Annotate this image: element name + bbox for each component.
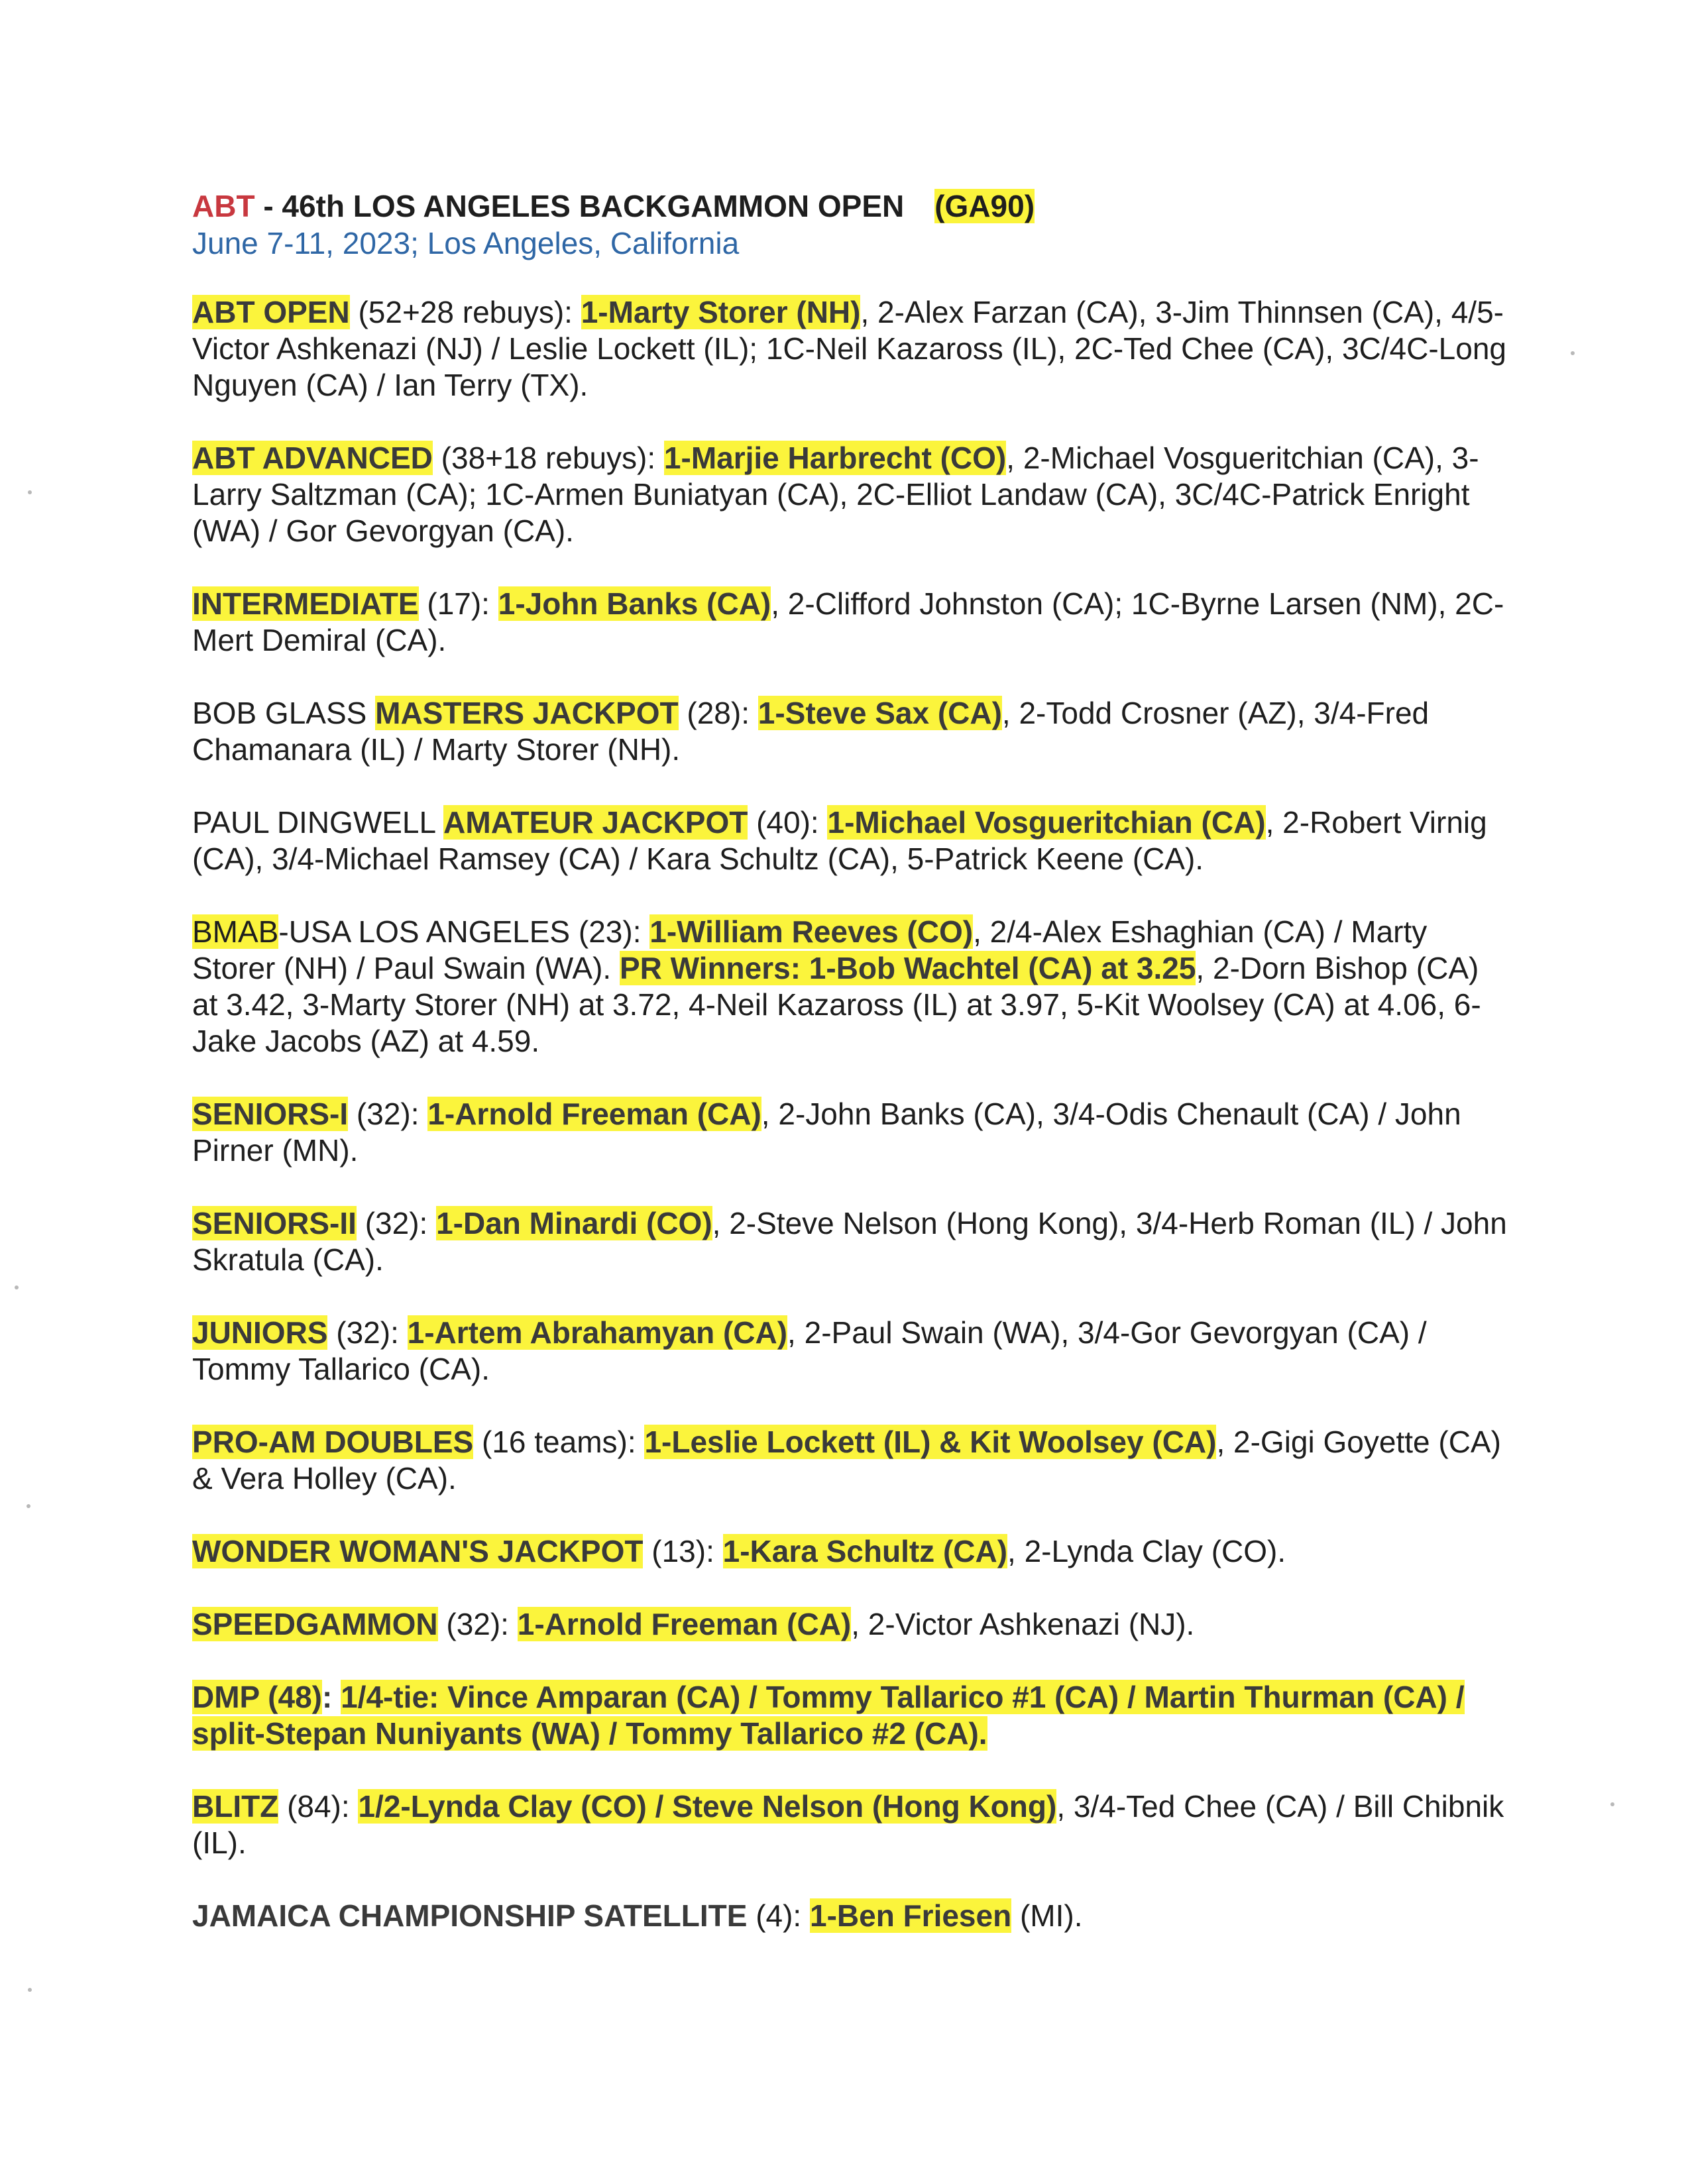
result-abt-advanced	[192, 440, 1511, 549]
event-note: -USA LOS ANGELES (23):	[278, 914, 650, 949]
placings: (MI).	[1011, 1898, 1083, 1933]
event-label: BMAB	[192, 914, 279, 949]
event-label: PRO-AM DOUBLES	[192, 1425, 474, 1459]
scan-speck	[15, 1285, 19, 1289]
result-speedgammon	[192, 1606, 1511, 1643]
scan-speck	[28, 1988, 32, 1992]
winner: 1-Artem Abrahamyan (CA)	[407, 1315, 788, 1350]
result-wonder-womans-jackpot	[192, 1533, 1511, 1570]
result-dmp	[192, 1679, 1511, 1752]
placings: , 2/4-Alex Eshaghian (CA) / Marty Storer (NH) / Paul Swain (WA).	[192, 914, 1428, 985]
placings: , 2-Victor Ashkenazi (NJ).	[851, 1607, 1195, 1641]
placings: , 2-Todd Crosner (AZ), 3/4-Fred Chamanara (IL) / Marty Storer (NH).	[192, 696, 1430, 767]
event-label: SENIORS-I	[192, 1097, 349, 1131]
event-label: MASTERS JACKPOT	[375, 696, 679, 730]
winner: 1-Michael Vosgueritchian (CA)	[827, 805, 1266, 840]
result-intermediate	[192, 586, 1511, 659]
winner: 1-Arnold Freeman (CA)	[517, 1607, 852, 1641]
result-blitz	[192, 1788, 1511, 1861]
event-label: ABT ADVANCED	[192, 441, 433, 475]
placings: , 2-Lynda Clay (CO).	[1007, 1534, 1286, 1568]
event-prefix: PAUL DINGWELL	[192, 805, 444, 840]
scan-speck	[1571, 351, 1575, 355]
result-masters-jackpot	[192, 695, 1511, 768]
winner: 1/4-tie: Vince Amparan (CA) / Tommy Tallarico #1 (CA) / Martin Thurman (CA) / split-Stepan Nuniyants (WA) / Tommy Tallarico #2 (CA).	[192, 1680, 1465, 1751]
event-note: (32):	[356, 1206, 437, 1240]
event-note: (16 teams):	[473, 1425, 645, 1459]
winner: 1-Kara Schultz (CA)	[722, 1534, 1008, 1568]
result-seniors-ii	[192, 1205, 1511, 1278]
event-prefix: JAMAICA CHAMPIONSHIP SATELLITE	[192, 1898, 748, 1933]
scan-speck	[27, 1504, 30, 1508]
event-code: (GA90)	[934, 189, 1035, 223]
event-note: (4):	[747, 1898, 810, 1933]
placings: , 2-Steve Nelson (Hong Kong), 3/4-Herb Roman (IL) / John Skratula (CA).	[192, 1206, 1507, 1277]
placings: , 2-Michael Vosgueritchian (CA), 3-Larry Saltzman (CA); 1C-Armen Buniatyan (CA), 2C-Elliot Landaw (CA), 3C/4C-Patrick Enright (WA) / Gor Gevorgyan (CA).	[192, 441, 1479, 548]
result-pro-am-doubles	[192, 1424, 1511, 1497]
event-note: (40):	[748, 805, 828, 840]
event-label: SPEEDGAMMON	[192, 1607, 438, 1641]
placings: , 2-Paul Swain (WA), 3/4-Gor Gevorgyan (CA) / Tommy Tallarico (CA).	[192, 1315, 1427, 1386]
event-label: INTERMEDIATE	[192, 586, 419, 621]
results-document	[192, 187, 1511, 1971]
winner: 1-Ben Friesen	[809, 1898, 1012, 1933]
winner: 1-Dan Minardi (CO)	[436, 1206, 712, 1240]
result-abt-open	[192, 294, 1511, 404]
event-title: - 46th LOS ANGELES BACKGAMMON OPEN	[254, 189, 905, 223]
pr-winner: PR Winners: 1-Bob Wachtel (CA) at 3.25	[619, 951, 1196, 985]
winner: 1-Marjie Harbrecht (CO)	[663, 441, 1007, 475]
event-note: (13):	[643, 1534, 723, 1568]
winner: 1-John Banks (CA)	[498, 586, 771, 621]
event-note: (17):	[418, 586, 498, 621]
event-note: (32):	[348, 1097, 428, 1131]
event-label: JUNIORS	[192, 1315, 328, 1350]
event-note: :	[321, 1680, 341, 1714]
scan-speck	[28, 490, 32, 494]
winner: 1-Steve Sax (CA)	[758, 696, 1002, 730]
event-label: AMATEUR JACKPOT	[443, 805, 748, 840]
winner: 1-William Reeves (CO)	[649, 914, 974, 949]
event-note: (52+28 rebuys):	[349, 295, 581, 329]
result-bmab	[192, 914, 1511, 1060]
result-juniors	[192, 1315, 1511, 1388]
event-label: BLITZ	[192, 1789, 279, 1824]
result-seniors-i	[192, 1096, 1511, 1169]
abt-label: ABT	[192, 189, 255, 223]
event-date-location: June 7-11, 2023; Los Angeles, California	[192, 226, 740, 260]
event-note: (84):	[278, 1789, 359, 1824]
placings: , 2-Gigi Goyette (CA) & Vera Holley (CA).	[192, 1425, 1501, 1496]
pr-placings: , 2-Dorn Bishop (CA) at 3.42, 3-Marty Storer (NH) at 3.72, 4-Neil Kazaross (IL) at 3.97, 5-Kit Woolsey (CA) at 4.06, 6-Jake Jacobs (AZ) at 4.59.	[192, 951, 1481, 1058]
result-jamaica-satellite	[192, 1898, 1511, 1934]
event-note: (28):	[678, 696, 758, 730]
event-prefix: BOB GLASS	[192, 696, 376, 730]
event-label: ABT OPEN	[192, 295, 350, 329]
event-note: (38+18 rebuys):	[432, 441, 664, 475]
winner: 1-Leslie Lockett (IL) & Kit Woolsey (CA)	[644, 1425, 1217, 1459]
event-label: SENIORS-II	[192, 1206, 357, 1240]
placings: , 2-John Banks (CA), 3/4-Odis Chenault (CA) / John Pirner (MN).	[192, 1097, 1461, 1168]
winner: 1-Arnold Freeman (CA)	[427, 1097, 761, 1131]
document-title	[192, 187, 1511, 225]
placings: , 2-Clifford Johnston (CA); 1C-Byrne Larsen (NM), 2C-Mert Demiral (CA).	[192, 586, 1504, 657]
event-label: DMP (48)	[192, 1680, 322, 1714]
event-label: WONDER WOMAN'S JACKPOT	[192, 1534, 644, 1568]
event-note: (32):	[437, 1607, 518, 1641]
placings: , 2-Alex Farzan (CA), 3-Jim Thinnsen (CA), 4/5-Victor Ashkenazi (NJ) / Leslie Lockett (IL); 1C-Neil Kazaross (IL), 2C-Ted Chee (CA), 3C/4C-Long Nguyen (CA) / Ian Terry (TX).	[192, 295, 1507, 402]
result-amateur-jackpot	[192, 804, 1511, 877]
winner: 1/2-Lynda Clay (CO) / Steve Nelson (Hong Kong)	[358, 1789, 1057, 1824]
event-note: (32):	[327, 1315, 408, 1350]
placings: , 3/4-Ted Chee (CA) / Bill Chibnik (IL).	[192, 1789, 1504, 1860]
scan-speck	[1610, 1802, 1614, 1806]
placings: , 2-Robert Virnig (CA), 3/4-Michael Ramsey (CA) / Kara Schultz (CA), 5-Patrick Keene (CA).	[192, 805, 1487, 876]
winner: 1-Marty Storer (NH)	[581, 295, 861, 329]
